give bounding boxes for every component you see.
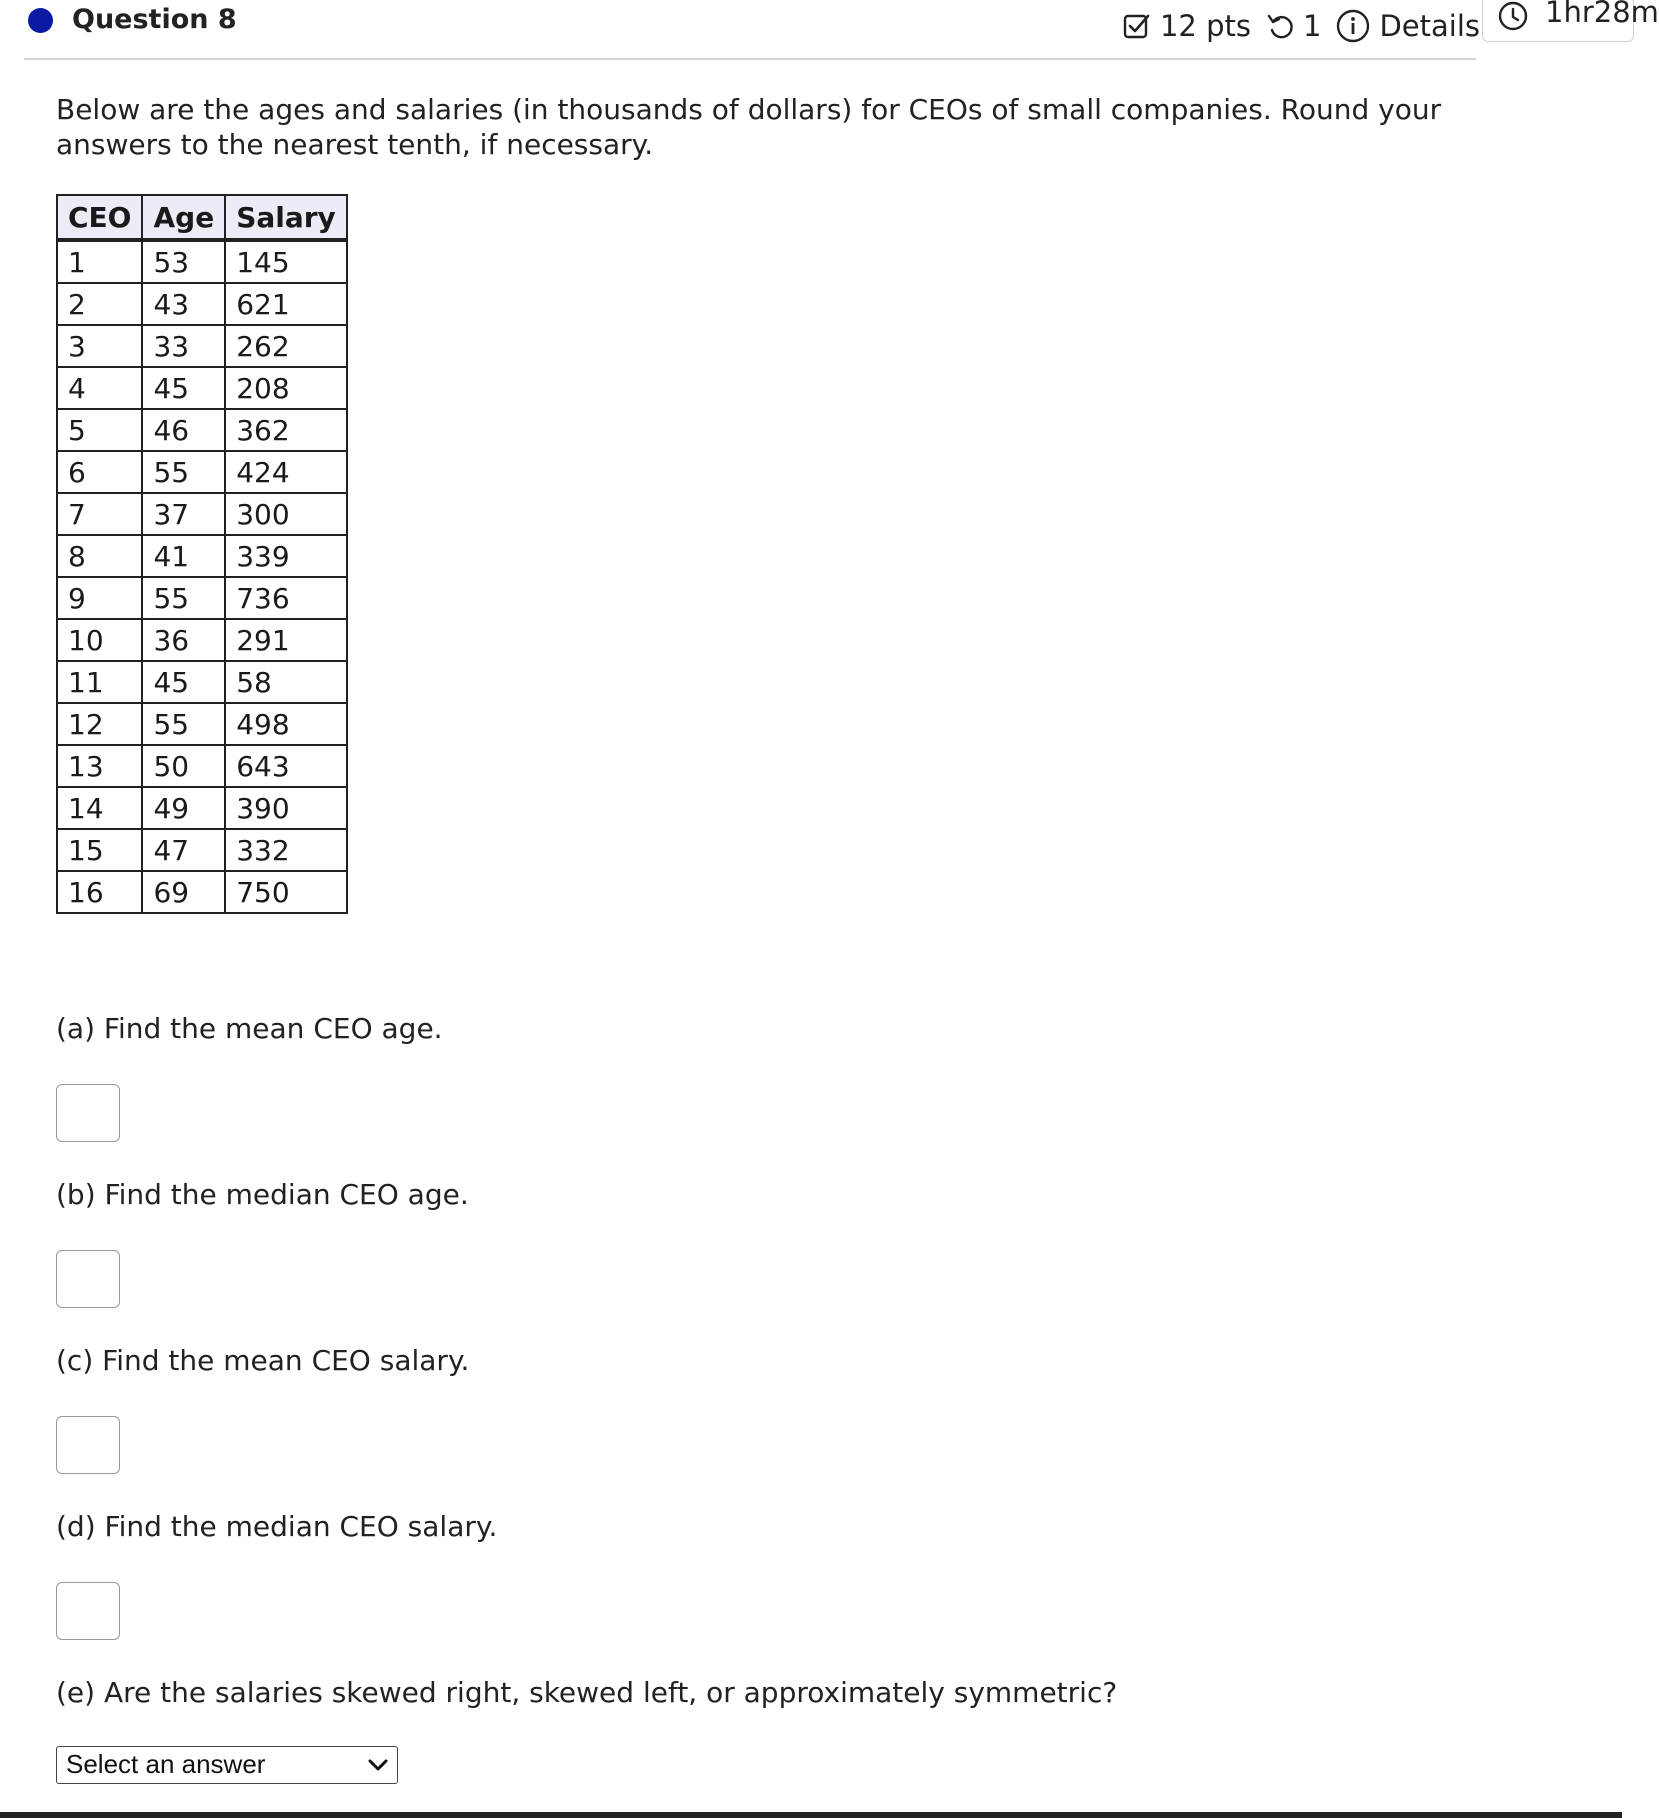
details-button[interactable] [1335,8,1480,44]
table-row [57,325,347,367]
column-header-ceo: CEO [57,195,142,240]
age-cell: 55 [142,703,225,745]
age-cell: 33 [142,325,225,367]
ceo-cell: 9 [57,577,142,619]
skew-answer-select[interactable] [56,1746,398,1784]
question-d: (d) Find the median CEO salary. [56,1510,498,1543]
age-cell: 50 [142,745,225,787]
ceo-cell: 16 [57,871,142,913]
question-header [0,0,1659,62]
ceo-cell: 4 [57,367,142,409]
salary-cell: 339 [225,535,347,577]
age-cell: 45 [142,367,225,409]
question-status-dot [28,8,53,33]
table-row [57,787,347,829]
attempts-count: 1 [1303,9,1322,43]
points-label: 12 pts [1159,9,1251,43]
ceo-cell: 15 [57,829,142,871]
salary-cell: 145 [225,240,347,283]
salary-cell: 291 [225,619,347,661]
age-cell: 55 [142,451,225,493]
table-row [57,619,347,661]
ceo-cell: 7 [57,493,142,535]
answer-input-c[interactable] [56,1416,120,1474]
ceo-cell: 8 [57,535,142,577]
salary-cell: 621 [225,283,347,325]
table-body [57,240,347,913]
ceo-cell: 3 [57,325,142,367]
ceo-cell: 6 [57,451,142,493]
age-cell: 49 [142,787,225,829]
question-b: (b) Find the median CEO age. [56,1178,469,1211]
salary-cell: 262 [225,325,347,367]
age-cell: 36 [142,619,225,661]
question-e: (e) Are the salaries skewed right, skewed left, or approximately symmetric? [56,1676,1118,1709]
table-row [57,703,347,745]
age-cell: 53 [142,240,225,283]
table-row [57,283,347,325]
bottom-edge [0,1812,1622,1818]
table-header-row [57,195,347,240]
timer-box [1482,0,1659,42]
retry-icon [1265,11,1295,41]
select-value: Select an answer [66,1749,266,1779]
age-cell: 46 [142,409,225,451]
table-row [57,829,347,871]
salary-cell: 424 [225,451,347,493]
salary-cell: 58 [225,661,347,703]
table-row [57,745,347,787]
age-cell: 45 [142,661,225,703]
ceo-data-table [56,194,348,914]
age-cell: 47 [142,829,225,871]
question-title: Question 8 [72,4,237,35]
age-cell: 69 [142,871,225,913]
salary-cell: 498 [225,703,347,745]
ceo-cell: 10 [57,619,142,661]
answer-input-d[interactable] [56,1582,120,1640]
table-row [57,493,347,535]
table-row [57,535,347,577]
salary-cell: 736 [225,577,347,619]
ceo-cell: 14 [57,787,142,829]
column-header-age: Age [142,195,225,240]
table-row [57,409,347,451]
age-cell: 41 [142,535,225,577]
table-row [57,240,347,283]
ceo-cell: 5 [57,409,142,451]
salary-cell: 300 [225,493,347,535]
salary-cell: 362 [225,409,347,451]
age-cell: 37 [142,493,225,535]
salary-cell: 390 [225,787,347,829]
salary-cell: 208 [225,367,347,409]
table-row [57,451,347,493]
details-label: Details [1379,9,1480,43]
table-row [57,577,347,619]
ceo-cell: 13 [57,745,142,787]
checkbox-icon [1122,11,1152,41]
ceo-cell: 12 [57,703,142,745]
column-header-salary: Salary [225,195,347,240]
age-cell: 43 [142,283,225,325]
salary-cell: 750 [225,871,347,913]
question-c: (c) Find the mean CEO salary. [56,1344,470,1377]
age-cell: 55 [142,577,225,619]
table-row [57,367,347,409]
ceo-cell: 1 [57,240,142,283]
info-icon [1335,8,1371,44]
answer-input-b[interactable] [56,1250,120,1308]
question-a: (a) Find the mean CEO age. [56,1012,443,1045]
question-meta [1122,8,1480,44]
ceo-cell: 11 [57,661,142,703]
header-divider [24,58,1476,60]
table-row [57,871,347,913]
table-row [57,661,347,703]
problem-intro: Below are the ages and salaries (in thousands of dollars) for CEOs of small companies. Round your answers to the nearest tenth, if necessary. [56,93,1442,161]
salary-cell: 332 [225,829,347,871]
timer-text: 1hr28m [1545,0,1659,29]
answer-input-a[interactable] [56,1084,120,1142]
ceo-cell: 2 [57,283,142,325]
salary-cell: 643 [225,745,347,787]
